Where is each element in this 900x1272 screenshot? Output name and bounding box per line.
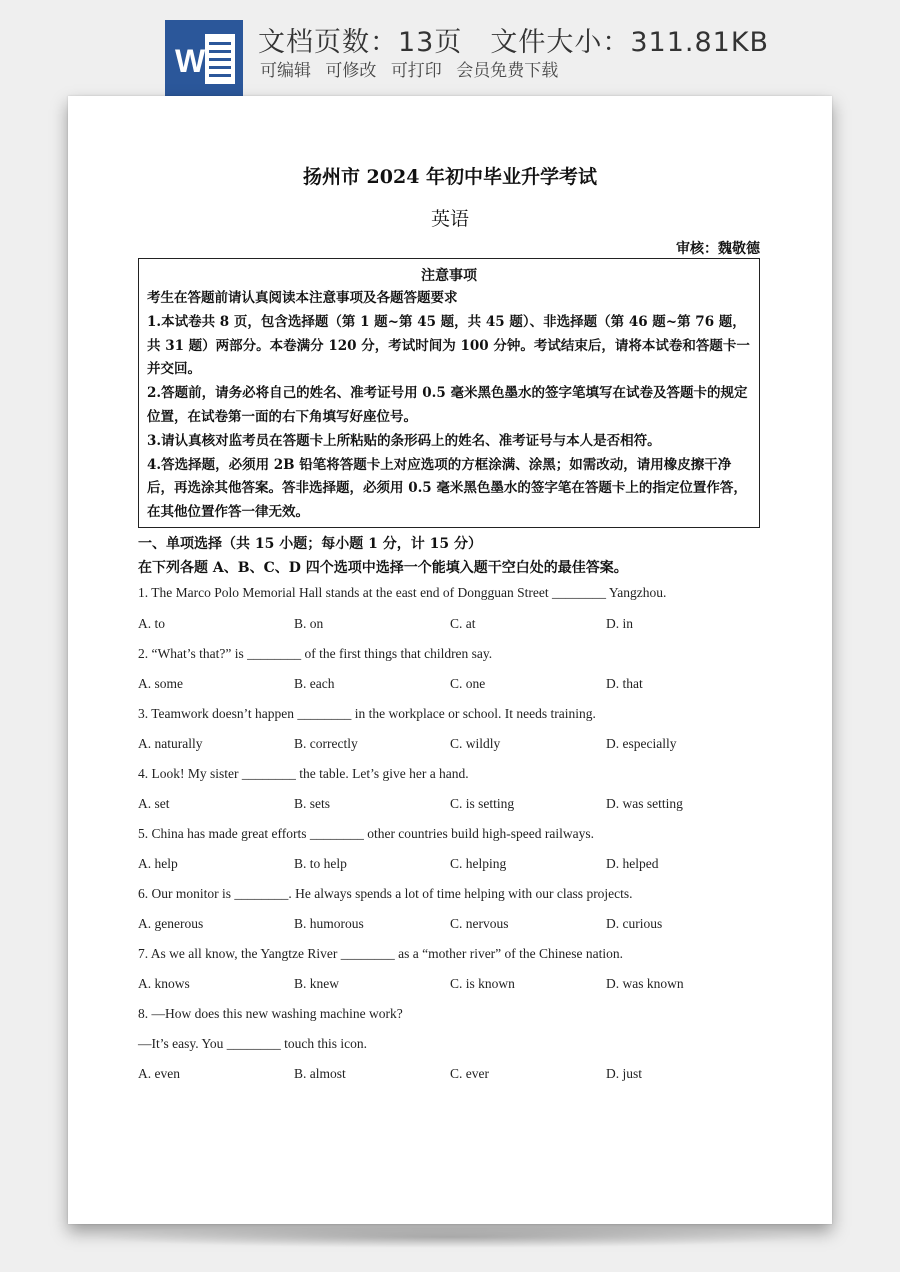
page-count: 文档页数：13页 xyxy=(258,27,463,58)
option-b: B. knew xyxy=(294,976,339,991)
option-a: A. help xyxy=(138,856,178,871)
option-b: B. sets xyxy=(294,796,331,811)
notice-heading: 注意事项 xyxy=(421,268,477,284)
question-stem: 6. Our monitor is ________. He always spends a lot of time helping with our class projects. xyxy=(138,886,633,901)
option-d: D. just xyxy=(606,1066,643,1081)
option-c: C. at xyxy=(450,616,476,631)
question-stem-line: —It’s easy. You ________ touch this icon. xyxy=(138,1036,367,1051)
feature-modifiable: 可修改 xyxy=(325,61,377,81)
option-c: C. one xyxy=(450,676,486,691)
feature-member-download[interactable]: 会员免费下载 xyxy=(456,61,559,81)
question-stem: 5. China has made great efforts ________ other countries build high-speed railways. xyxy=(138,826,595,841)
option-c: C. wildly xyxy=(450,736,501,751)
question-options xyxy=(138,976,778,996)
reviewer: 审核：魏敬德 xyxy=(676,241,760,257)
question-stem: 1. The Marco Polo Memorial Hall stands at the east end of Dongguan Street ________ Yangzhou. xyxy=(138,585,667,600)
option-a: A. knows xyxy=(138,976,190,991)
option-c: C. nervous xyxy=(450,916,509,931)
option-d: D. in xyxy=(606,616,633,631)
option-b: B. on xyxy=(294,616,324,631)
option-d: D. curious xyxy=(606,916,663,931)
option-c: C. is setting xyxy=(450,796,515,811)
notice-box xyxy=(138,258,760,528)
option-c: C. ever xyxy=(450,1066,489,1081)
document-page xyxy=(68,96,832,1224)
option-d: D. helped xyxy=(606,856,659,871)
option-a: A. generous xyxy=(138,916,204,931)
word-document-icon xyxy=(165,20,243,96)
svg-text:W: W xyxy=(175,43,206,79)
option-a: A. even xyxy=(138,1066,180,1081)
question-stem: 4. Look! My sister ________ the table. Let’s give her a hand. xyxy=(138,766,469,781)
option-a: A. to xyxy=(138,616,165,631)
option-c: C. is known xyxy=(450,976,515,991)
option-a: A. some xyxy=(138,676,183,691)
notice-paragraph: 2.答题前，请务必将自己的姓名、准考证号用 0.5 毫米黑色墨水的签字笔填写在试卷及答题卡的规定位置，在试卷第一面的右下角填写好座位号。 xyxy=(147,385,748,425)
notice-paragraph: 3.请认真核对监考员在答题卡上所粘贴的条形码上的姓名、准考证号与本人是否相符。 xyxy=(147,432,661,449)
notice-paragraph: 1.本试卷共 8 页，包含选择题（第 1 题~第 45 题，共 45 题）、非选择题（第 46 题~第 76 题，共 31 题）两部分。本卷满分 120 分，考试时间为 100 分钟。考试结束后，请将本试卷和答题卡一并交回。 xyxy=(147,313,750,378)
option-d: D. that xyxy=(606,676,643,691)
section-instruction: 在下列各题 A、B、C、D 四个选项中选择一个能填入题干空白处的最佳答案。 xyxy=(138,560,628,576)
notice-paragraph: 考生在答题前请认真阅读本注意事项及各题答题要求 xyxy=(147,290,458,306)
option-d: D. was setting xyxy=(606,796,683,811)
option-d: D. especially xyxy=(606,736,677,751)
exam-title: 扬州市 2024 年初中毕业升学考试 xyxy=(302,166,598,188)
option-b: B. correctly xyxy=(294,736,358,751)
option-a: A. naturally xyxy=(138,736,203,751)
exam-subject: 英语 xyxy=(430,208,469,230)
page-shadow xyxy=(90,1226,810,1248)
download-banner xyxy=(0,0,900,96)
option-b: B. each xyxy=(294,676,335,691)
feature-list xyxy=(260,56,567,81)
option-a: A. set xyxy=(138,796,170,811)
question-options xyxy=(138,856,778,876)
option-b: B. almost xyxy=(294,1066,346,1081)
question-stem: 2. “What’s that?” is ________ of the first things that children say. xyxy=(138,646,493,661)
question-stem: 8. —How does this new washing machine work? xyxy=(138,1006,403,1021)
feature-printable: 可打印 xyxy=(390,61,442,81)
question-stem: 7. As we all know, the Yangtze River ________ as a “mother river” of the Chinese nation. xyxy=(138,946,624,961)
option-c: C. helping xyxy=(450,856,507,871)
feature-editable: 可编辑 xyxy=(260,61,311,81)
question-options xyxy=(138,1066,778,1086)
question-options xyxy=(138,616,778,636)
question-options xyxy=(138,736,778,756)
option-d: D. was known xyxy=(606,976,684,991)
file-info-title xyxy=(258,20,769,59)
file-size: 文件大小：311.81KB xyxy=(490,27,770,58)
notice-paragraph: 4.答选择题，必须用 2B 铅笔将答题卡上对应选项的方框涂满、涂黑；如需改动，请用橡皮擦干净后，再选涂其他答案。答非选择题，必须用 0.5 毫米黑色墨水的签字笔在答题卡上的指定位置作答，在其他位置作答一律无效。 xyxy=(147,456,747,521)
question-options xyxy=(138,796,778,816)
section-title: 一、单项选择（共 15 小题；每小题 1 分，计 15 分） xyxy=(138,536,482,552)
option-b: B. humorous xyxy=(294,916,364,931)
question-options xyxy=(138,916,778,936)
question-options xyxy=(138,676,778,696)
question-stem: 3. Teamwork doesn’t happen ________ in the workplace or school. It needs training. xyxy=(138,706,596,721)
option-b: B. to help xyxy=(294,856,347,871)
